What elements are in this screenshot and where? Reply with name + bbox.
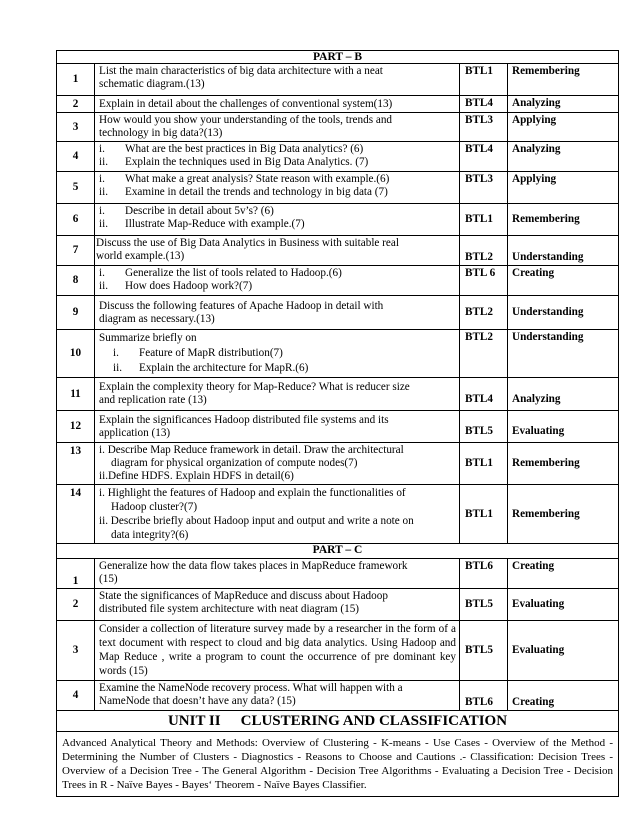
question-text (95, 485, 460, 544)
question-line: Examine the NameNode recovery process. What will happen with a (99, 682, 403, 694)
table-row (57, 681, 619, 711)
question-number: 14 (57, 485, 95, 544)
question-number: 12 (57, 411, 95, 443)
unit-label: UNIT II (167, 713, 221, 729)
sub-question: What are the best practices in Big Data analytics? (6) (125, 143, 364, 155)
table-row (57, 559, 619, 589)
bloom-level: Evaluating (508, 411, 619, 443)
bloom-level: Understanding (508, 236, 619, 266)
question-text (95, 236, 460, 266)
syllabus-row (57, 732, 619, 797)
table-row (57, 64, 619, 96)
bloom-level: Analyzing (508, 96, 619, 113)
table-row (57, 204, 619, 236)
question-line: diagram for physical organization of compute nodes(7) (111, 457, 358, 469)
part-b-header-row (57, 51, 619, 64)
btl-code: BTL3 (460, 113, 508, 142)
bloom-level: Remembering (508, 443, 619, 485)
part-b-title: PART – B (57, 51, 619, 64)
part-c-header-row (57, 544, 619, 559)
question-number: 1 (57, 64, 95, 96)
btl-code: BTL 6 (460, 266, 508, 296)
question-text (95, 204, 460, 236)
bloom-level: Creating (508, 681, 619, 711)
bloom-level: Creating (508, 559, 619, 589)
btl-code: BTL1 (460, 443, 508, 485)
btl-code: BTL2 (460, 236, 508, 266)
question-text (95, 142, 460, 172)
bloom-level: Understanding (508, 330, 619, 378)
btl-code: BTL4 (460, 96, 508, 113)
bloom-level: Remembering (508, 485, 619, 544)
table-row (57, 621, 619, 681)
roman-numeral: ii. (99, 218, 109, 230)
table-row (57, 443, 619, 485)
roman-numeral: i. (99, 173, 105, 185)
bloom-level: Creating (508, 266, 619, 296)
question-text (95, 266, 460, 296)
unit-heading-row (57, 711, 619, 732)
roman-numeral: ii. (99, 186, 109, 198)
btl-code: BTL1 (460, 485, 508, 544)
btl-code: BTL5 (460, 621, 508, 681)
sub-question: Feature of MapR distribution(7) (139, 347, 283, 359)
roman-numeral: i. (113, 347, 119, 359)
roman-numeral: ii. (99, 156, 109, 168)
btl-code: BTL6 (460, 681, 508, 711)
sub-question: Describe in detail about 5v’s? (6) (125, 205, 274, 217)
question-text (95, 589, 460, 621)
question-number: 3 (57, 621, 95, 681)
btl-code: BTL5 (460, 589, 508, 621)
table-row (57, 142, 619, 172)
question-bank-sheet (56, 50, 618, 797)
question-line: (15) (99, 573, 118, 585)
table-row (57, 330, 619, 378)
part-c-title: PART – C (57, 544, 619, 559)
question-line: i. Highlight the features of Hadoop and explain the functionalities of (99, 487, 406, 499)
table-row (57, 411, 619, 443)
question-line: NameNode that doesn’t have any data? (15) (99, 695, 296, 707)
bloom-level: Applying (508, 172, 619, 204)
table-row (57, 485, 619, 544)
sub-question: Examine in detail the trends and technology in big data (7) (125, 186, 388, 198)
bloom-level: Applying (508, 113, 619, 142)
roman-numeral: i. (99, 143, 105, 155)
btl-code: BTL5 (460, 411, 508, 443)
question-number: 13 (57, 443, 95, 485)
question-text (95, 296, 460, 330)
question-text (95, 559, 460, 589)
question-number: 2 (57, 96, 95, 113)
question-line: diagram as necessary.(13) (99, 312, 215, 325)
question-line: Generalize how the data flow takes places in MapReduce framework (99, 560, 408, 572)
question-number: 7 (57, 236, 95, 266)
question-line: ii.Define HDFS. Explain HDFS in detail(6) (99, 470, 294, 482)
question-text (95, 411, 460, 443)
bloom-level: Analyzing (508, 142, 619, 172)
bloom-level: Analyzing (508, 378, 619, 411)
btl-code: BTL2 (460, 330, 508, 378)
question-line: and replication rate (13) (99, 394, 207, 406)
unit-title: CLUSTERING AND CLASSIFICATION (240, 713, 508, 729)
table-row (57, 378, 619, 411)
question-text: Consider a collection of literature survey made by a researcher in the form of a text document with respect to cloud and big data analytics. Using Hadoop and Map Reduce , write a program to count the occurrence of pre dominant key words (15) (95, 621, 460, 681)
question-number: 1 (57, 559, 95, 589)
question-line: i. Describe Map Reduce framework in detail. Draw the architectural (99, 444, 404, 456)
question-text (95, 681, 460, 711)
table-row (57, 96, 619, 113)
question-text (95, 443, 460, 485)
question-text (95, 113, 460, 142)
roman-numeral: ii. (99, 280, 109, 292)
btl-code: BTL4 (460, 378, 508, 411)
question-line: distributed file system architecture with neat diagram (15) (99, 603, 360, 615)
question-line: technology in big data?(13) (99, 127, 223, 139)
question-line: schematic diagram.(13) (99, 78, 205, 90)
syllabus-text: Advanced Analytical Theory and Methods: Overview of Clustering - K-means - Use Cases - Overview of the Method - Determining the Number of Clusters - Diagnostics - Reasons to Choose and Cautions .- Classification: Decision Trees - Overview of a Decision Tree - The General Algorithm - Decision Tree Algorithms - Evaluating a Decision Tree - Decision Trees in R - Naïve Bayes - Bayes‘ Theorem - Naïve Bayes Classifier. (57, 732, 619, 797)
table-row (57, 589, 619, 621)
question-number: 10 (57, 330, 95, 378)
bloom-level: Remembering (508, 204, 619, 236)
btl-code: BTL6 (460, 559, 508, 589)
question-number: 5 (57, 172, 95, 204)
btl-code: BTL3 (460, 172, 508, 204)
table-row (57, 266, 619, 296)
question-number: 8 (57, 266, 95, 296)
question-line: Discuss the use of Big Data Analytics in Business with suitable real (96, 237, 399, 249)
question-line: State the significances of MapReduce and discuss about Hadoop (99, 590, 388, 602)
question-text (95, 96, 460, 113)
question-number: 2 (57, 589, 95, 621)
question-text (95, 378, 460, 411)
question-line: Explain in detail about the challenges of conventional system(13) (99, 98, 393, 110)
question-line: world example.(13) (96, 250, 185, 262)
table-row (57, 236, 619, 266)
unit-heading (57, 711, 619, 732)
question-number: 11 (57, 378, 95, 411)
question-line: Discuss the following features of Apache Hadoop in detail with (99, 299, 384, 312)
btl-code: BTL2 (460, 296, 508, 330)
question-number: 6 (57, 204, 95, 236)
sub-question: Explain the techniques used in Big Data Analytics. (7) (125, 156, 369, 168)
question-table (56, 50, 619, 797)
question-line: ii. Describe briefly about Hadoop input and output and write a note on (99, 515, 414, 527)
btl-code: BTL1 (460, 204, 508, 236)
btl-code: BTL1 (460, 64, 508, 96)
sub-question: Illustrate Map-Reduce with example.(7) (125, 218, 305, 230)
question-number: 9 (57, 296, 95, 330)
bloom-level: Evaluating (508, 621, 619, 681)
roman-numeral: i. (99, 267, 105, 279)
question-intro: Summarize briefly on (99, 332, 197, 344)
table-row (57, 172, 619, 204)
question-number: 3 (57, 113, 95, 142)
question-line: Explain the complexity theory for Map-Reduce? What is reducer size (99, 381, 410, 393)
question-line: Hadoop cluster?(7) (111, 501, 198, 513)
sub-question: What make a great analysis? State reason with example.(6) (125, 173, 390, 185)
question-text (95, 64, 460, 96)
question-line: data integrity?(6) (111, 529, 189, 541)
bloom-level: Understanding (508, 296, 619, 330)
sub-question: Explain the architecture for MapR.(6) (139, 362, 309, 374)
question-text (95, 172, 460, 204)
table-row (57, 113, 619, 142)
question-text (95, 330, 460, 378)
bloom-level: Evaluating (508, 589, 619, 621)
roman-numeral: i. (99, 205, 105, 217)
question-line: How would you show your understanding of the tools, trends and (99, 114, 393, 126)
question-number: 4 (57, 681, 95, 711)
question-line: Explain the significances Hadoop distributed file systems and its (99, 413, 389, 426)
table-row (57, 296, 619, 330)
roman-numeral: ii. (113, 362, 123, 374)
question-line: List the main characteristics of big data architecture with a neat (99, 65, 383, 77)
btl-code: BTL4 (460, 142, 508, 172)
question-line: application (13) (99, 426, 171, 439)
sub-question: How does Hadoop work?(7) (125, 280, 253, 292)
bloom-level: Remembering (508, 64, 619, 96)
sub-question: Generalize the list of tools related to Hadoop.(6) (125, 267, 342, 279)
question-number: 4 (57, 142, 95, 172)
